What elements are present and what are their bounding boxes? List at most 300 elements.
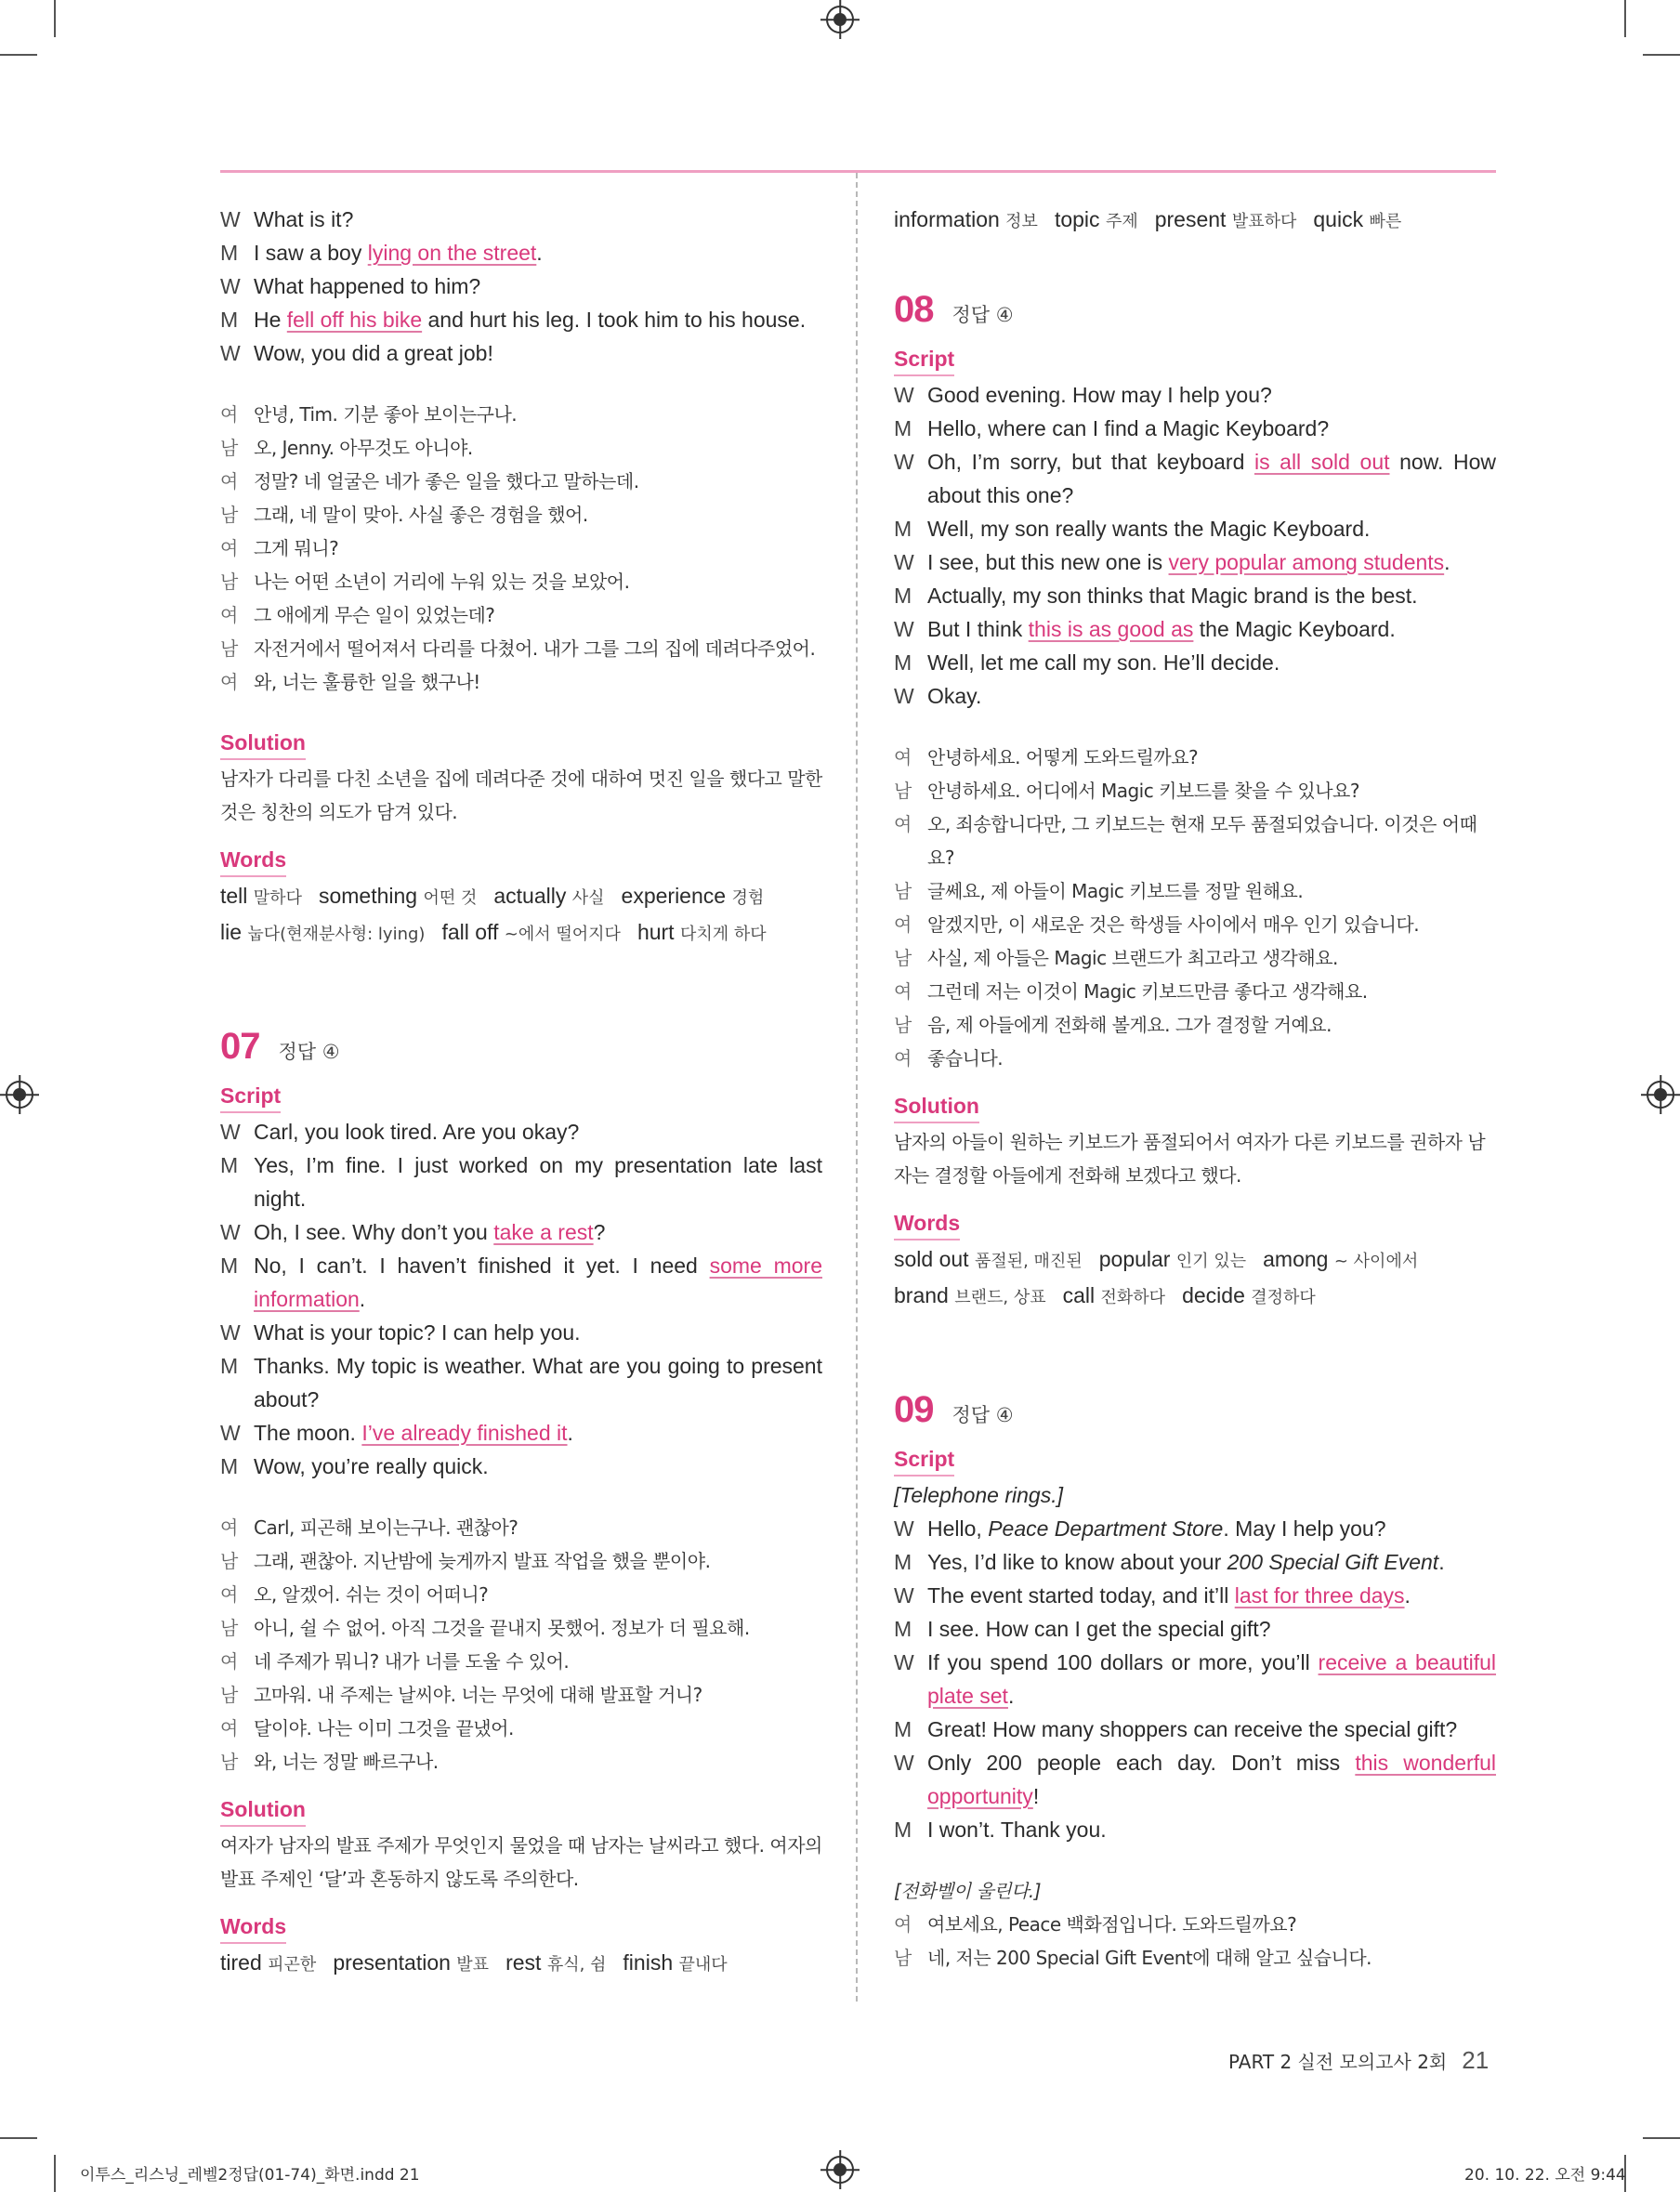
- word-en: decide: [1182, 1283, 1252, 1307]
- dialog-line-ko: [894, 1042, 1496, 1075]
- words-row: [894, 1242, 1496, 1279]
- line-text: 알겠지만, 이 새로운 것은 학생들 사이에서 매우 인기 있습니다.: [927, 913, 1420, 936]
- speaker-label: M: [894, 1617, 912, 1641]
- question-header-09: [894, 1389, 1496, 1443]
- word-en: rest: [505, 1950, 547, 1975]
- word-meaning: 끝내다: [678, 1955, 728, 1975]
- question-number: 09: [894, 1389, 934, 1430]
- text-run: Good evening. How may I help you?: [927, 383, 1272, 407]
- word-entry: [1055, 207, 1138, 231]
- speaker-label: 남: [894, 780, 912, 802]
- dialog-line: [894, 512, 1496, 545]
- dialog-line: [220, 236, 822, 269]
- dialog-ko: [220, 398, 822, 699]
- speaker-label: W: [894, 617, 914, 641]
- dialog-en: [894, 1512, 1496, 1846]
- page-number: 21: [1462, 2046, 1490, 2074]
- text-run: .: [359, 1287, 366, 1311]
- word-meaning: 주제: [1105, 212, 1138, 231]
- speaker-label: 남: [894, 947, 912, 969]
- stage-direction-ko: [전화벨이 울린다.]: [894, 1880, 1042, 1902]
- dialog-line-ko: [894, 774, 1496, 807]
- words-list: [220, 1946, 822, 1982]
- dialog-line: [894, 1813, 1496, 1846]
- speaker-label: W: [220, 207, 241, 231]
- line-text: [927, 1713, 1496, 1746]
- dialog-line: [220, 303, 822, 336]
- speaker-label: W: [220, 1421, 241, 1445]
- speaker-label: 여: [220, 671, 238, 693]
- word-entry: [1063, 1283, 1165, 1307]
- print-slug-file: 이투스_리스닝_레벨2정답(01-74)_화면.indd 21: [80, 2166, 420, 2185]
- word-meaning: ~에서 떨어지다: [504, 925, 621, 944]
- dialog-line-ko: [220, 398, 822, 431]
- text-run: .: [536, 241, 543, 265]
- word-entry: [505, 1950, 606, 1975]
- dialog-line: [220, 1349, 822, 1416]
- text-run: Yes, I’d like to know about your: [927, 1550, 1227, 1574]
- text-run: Carl, you look tired. Are you okay?: [254, 1120, 580, 1144]
- speaker-label: 여: [220, 403, 238, 426]
- word-meaning: 휴식, 쉼: [546, 1955, 607, 1975]
- line-text: [254, 203, 822, 236]
- text-run: Great! How many shoppers can receive the special gift?: [927, 1717, 1458, 1741]
- dialog-line-ko: [220, 1678, 822, 1712]
- dialog-line-ko: [894, 741, 1496, 774]
- key-phrase: lying on the street: [367, 241, 537, 265]
- word-entry: [1182, 1283, 1316, 1307]
- word-meaning: 경험: [731, 888, 765, 908]
- words-row: [220, 915, 822, 952]
- solution-text: 여자가 남자의 발표 주제가 무엇인지 물었을 때 남자는 날씨라고 했다. 여자의 발표 주제인 ‘달’과 혼동하지 않도록 주의한다.: [220, 1834, 822, 1890]
- words-heading: Words: [220, 1910, 286, 1944]
- line-text: 네 주제가 뭐니? 내가 너를 도울 수 있어.: [254, 1650, 570, 1673]
- word-entry: [220, 1950, 316, 1975]
- dialog-line-ko: [220, 565, 822, 598]
- text-run: Hello, where can I find a Magic Keyboard?: [927, 416, 1330, 440]
- dialog-line: [894, 579, 1496, 612]
- word-en: finish: [623, 1950, 679, 1975]
- dialog-line-ko: [220, 1745, 822, 1779]
- script-heading: Script: [894, 1443, 954, 1477]
- speaker-label: M: [220, 1153, 239, 1177]
- script-heading: Script: [894, 343, 954, 376]
- text-run: Oh, I see. Why don’t you: [254, 1220, 494, 1244]
- key-phrase: receive a beautiful plate set: [927, 1650, 1496, 1708]
- speaker-label: M: [894, 416, 912, 440]
- word-en: present: [1154, 207, 1232, 231]
- dialog-line-ko: [894, 807, 1496, 874]
- speaker-label: 여: [894, 913, 912, 936]
- speaker-label: W: [220, 341, 241, 365]
- answer-label: 정답 ④: [952, 304, 1014, 326]
- line-text: 그래, 네 말이 맞아. 사실 좋은 경험을 했어.: [254, 504, 588, 526]
- line-text: [254, 1215, 822, 1249]
- words-list: [894, 203, 1496, 239]
- crop-mark: [0, 2137, 37, 2139]
- key-phrase: some more information: [254, 1254, 822, 1311]
- line-text: 여보세요, Peace 백화점입니다. 도와드릴까요?: [927, 1913, 1297, 1936]
- text-run: !: [1032, 1784, 1040, 1808]
- speaker-label: W: [894, 1751, 914, 1775]
- word-en: brand: [894, 1283, 955, 1307]
- line-text: 좋습니다.: [927, 1047, 1004, 1070]
- line-text: [254, 303, 822, 336]
- speaker-label: 남: [220, 1617, 238, 1639]
- word-entry: [319, 884, 477, 908]
- column-divider: [856, 173, 858, 2002]
- speaker-label: 여: [220, 470, 238, 492]
- line-text: Carl, 피곤해 보이는구나. 괜찮아?: [254, 1516, 518, 1539]
- word-en: something: [318, 884, 424, 908]
- dialog-line-ko: [894, 1941, 1496, 1975]
- dialog-line: [894, 679, 1496, 713]
- line-text: [927, 1612, 1496, 1646]
- word-entry: [220, 920, 425, 944]
- dialog-line: [894, 1746, 1496, 1813]
- speaker-label: 여: [894, 1913, 912, 1936]
- word-entry: [894, 207, 1038, 231]
- word-entry: [1099, 1247, 1246, 1271]
- page-footer: [1228, 2046, 1489, 2075]
- crop-mark: [1643, 54, 1680, 56]
- crop-mark: [0, 54, 37, 56]
- line-text: [927, 378, 1496, 412]
- dialog-line: [220, 1115, 822, 1149]
- registration-mark-icon: [826, 2156, 854, 2184]
- word-meaning: 인기 있는: [1175, 1252, 1247, 1271]
- dialog-line: [220, 1149, 822, 1215]
- dialog-line: [220, 1316, 822, 1349]
- speaker-label: W: [220, 1220, 241, 1244]
- dialog-line-ko: [220, 1712, 822, 1745]
- speaker-label: W: [894, 450, 914, 474]
- line-text: [927, 579, 1496, 612]
- text-run: .: [1438, 1550, 1445, 1574]
- dialog-line-ko: [220, 598, 822, 632]
- text-run: Yes, I’m fine. I just worked on my presentation late last night.: [254, 1153, 822, 1211]
- text-run: I saw a boy: [254, 241, 368, 265]
- word-en: call: [1062, 1283, 1101, 1307]
- line-text: [254, 1115, 822, 1149]
- dialog-line-ko: [220, 1645, 822, 1678]
- dialog-line-ko: [894, 975, 1496, 1008]
- line-text: 사실, 제 아들은 Magic 브랜드가 최고라고 생각해요.: [927, 947, 1338, 969]
- script-heading: Script: [220, 1080, 281, 1113]
- word-en: presentation: [333, 1950, 457, 1975]
- speaker-label: W: [894, 1583, 914, 1608]
- text-run: What is your topic? I can help you.: [254, 1320, 581, 1345]
- dialog-line-ko: [220, 665, 822, 699]
- speaker-label: M: [894, 650, 912, 675]
- word-en: tell: [220, 884, 254, 908]
- dialog-line-ko: [220, 431, 822, 465]
- italic-text: 200 Special Gift Event: [1227, 1550, 1439, 1574]
- question-number: 08: [894, 289, 934, 330]
- speaker-label: M: [220, 1454, 239, 1478]
- dialog-line: [894, 1512, 1496, 1545]
- line-text: 오, Jenny. 아무것도 아니야.: [254, 437, 473, 459]
- text-run: What happened to him?: [254, 274, 481, 298]
- dialog-line: [894, 445, 1496, 512]
- key-phrase: I’ve already finished it: [361, 1421, 568, 1445]
- line-text: 그게 뭐니?: [254, 537, 339, 559]
- registration-mark-icon: [1647, 1081, 1674, 1109]
- dialog-line: [894, 1646, 1496, 1713]
- speaker-label: M: [220, 241, 239, 265]
- dialog-line: [894, 612, 1496, 646]
- words-row: [220, 879, 822, 915]
- line-text: 아니, 쉴 수 없어. 아직 그것을 끝내지 못했어. 정보가 더 필요해.: [254, 1617, 750, 1639]
- solution-heading: Solution: [894, 1090, 979, 1123]
- key-phrase: fell off his bike: [286, 308, 423, 332]
- word-meaning: 눕다(현재분사형: lying): [247, 925, 426, 944]
- dialog-line: [220, 1416, 822, 1450]
- words-row: [894, 203, 1496, 239]
- words-list: [894, 1242, 1496, 1315]
- speaker-label: M: [894, 584, 912, 608]
- speaker-label: W: [894, 1650, 914, 1674]
- line-text: [927, 1746, 1496, 1813]
- word-meaning: 피곤한: [268, 1955, 317, 1975]
- dialog-line-ko: [220, 532, 822, 565]
- word-en: tired: [220, 1950, 269, 1975]
- line-text: [927, 512, 1496, 545]
- solution-text: 남자의 아들이 원하는 키보드가 품절되어서 여자가 다른 키보드를 권하자 남자는 결정할 아들에게 전화해 보겠다고 했다.: [894, 1131, 1486, 1187]
- word-entry: [493, 884, 604, 908]
- word-meaning: 결정하다: [1251, 1288, 1316, 1307]
- speaker-label: 남: [894, 1014, 912, 1036]
- speaker-label: 여: [894, 980, 912, 1003]
- dialog-ko: [894, 1908, 1496, 1975]
- word-en: popular: [1098, 1247, 1176, 1271]
- speaker-label: 여: [894, 1047, 912, 1070]
- speaker-label: 남: [894, 1947, 912, 1969]
- line-text: 글쎄요, 제 아들이 Magic 키보드를 정말 원해요.: [927, 880, 1304, 902]
- line-text: [254, 1349, 822, 1416]
- key-phrase: this is as good as: [1028, 617, 1194, 641]
- line-text: 안녕, Tim. 기분 좋아 보이는구나.: [254, 403, 518, 426]
- right-column: [894, 203, 1496, 1975]
- word-meaning: 다치게 하다: [679, 925, 767, 944]
- text-run: ?: [593, 1220, 606, 1244]
- speaker-label: 여: [894, 813, 912, 835]
- text-run: Well, my son really wants the Magic Keyboard.: [927, 517, 1371, 541]
- line-text: 달이야. 나는 이미 그것을 끝냈어.: [254, 1717, 514, 1739]
- speaker-label: 남: [220, 504, 238, 526]
- speaker-label: W: [220, 1320, 241, 1345]
- line-text: [254, 1149, 822, 1215]
- text-run: . May I help you?: [1223, 1516, 1386, 1541]
- word-en: quick: [1313, 207, 1370, 231]
- line-text: 나는 어떤 소년이 거리에 누워 있는 것을 보았어.: [254, 571, 630, 593]
- words-row: [894, 1279, 1496, 1315]
- speaker-label: 여: [220, 604, 238, 626]
- speaker-label: 여: [220, 1717, 238, 1739]
- word-entry: [894, 1283, 1046, 1307]
- word-meaning: 발표: [456, 1955, 490, 1975]
- speaker-label: 남: [220, 637, 238, 660]
- key-phrase: last for three days: [1234, 1583, 1405, 1608]
- text-run: I see. How can I get the special gift?: [927, 1617, 1271, 1641]
- dialog-line-ko: [894, 1908, 1496, 1941]
- dialog-line: [220, 203, 822, 236]
- word-meaning: 어떤 것: [423, 888, 478, 908]
- answer-label: 정답 ④: [952, 1404, 1014, 1426]
- dialog-line: [894, 1713, 1496, 1746]
- dialog-line-ko: [220, 498, 822, 532]
- text-run: Well, let me call my son. He’ll decide.: [927, 650, 1280, 675]
- speaker-label: 남: [894, 880, 912, 902]
- word-entry: [220, 884, 302, 908]
- line-text: [927, 412, 1496, 445]
- text-run: Wow, you did a great job!: [254, 341, 493, 365]
- dialog-line-ko: [894, 908, 1496, 941]
- text-run: The moon.: [254, 1421, 362, 1445]
- speaker-label: M: [894, 517, 912, 541]
- speaker-label: M: [220, 1354, 239, 1378]
- word-en: information: [894, 207, 1006, 231]
- speaker-label: W: [220, 274, 241, 298]
- word-entry: [1263, 1247, 1418, 1271]
- speaker-label: M: [894, 1550, 912, 1574]
- key-phrase: take a rest: [493, 1220, 594, 1244]
- line-text: [254, 1416, 822, 1450]
- text-run: No, I can’t. I haven’t finished it yet. I need: [254, 1254, 710, 1278]
- words-row: [220, 1946, 822, 1982]
- text-run: and hurt his leg. I took him to his house.: [422, 308, 807, 332]
- text-run: Hello,: [927, 1516, 989, 1541]
- line-text: [254, 1316, 822, 1349]
- line-text: [254, 336, 822, 370]
- text-run: What is it?: [254, 207, 354, 231]
- text-run: .: [1007, 1684, 1015, 1708]
- crop-mark: [54, 2155, 56, 2192]
- line-text: [927, 646, 1496, 679]
- line-text: [927, 1813, 1496, 1846]
- italic-text: Peace Department Store: [988, 1516, 1224, 1541]
- line-text: 자전거에서 떨어져서 다리를 다쳤어. 내가 그를 그의 집에 데려다주었어.: [254, 637, 816, 660]
- text-run: .: [567, 1421, 573, 1445]
- words-heading: Words: [220, 844, 286, 877]
- speaker-label: M: [220, 308, 239, 332]
- word-meaning: 사실: [571, 888, 605, 908]
- text-run: I see, but this new one is: [927, 550, 1169, 574]
- solution-heading: Solution: [220, 1793, 306, 1827]
- dialog-line: [220, 1249, 822, 1316]
- line-text: 음, 제 아들에게 전화해 볼게요. 그가 결정할 거예요.: [927, 1014, 1332, 1036]
- word-entry: [622, 884, 765, 908]
- dialog-line-ko: [894, 874, 1496, 908]
- text-run: He: [254, 308, 287, 332]
- line-text: 정말? 네 얼굴은 네가 좋은 일을 했다고 말하는데.: [254, 470, 639, 492]
- line-text: 오, 죄송합니다만, 그 키보드는 현재 모두 품절되었습니다. 이것은 어때요?: [927, 813, 1477, 869]
- registration-mark-icon: [6, 1081, 33, 1109]
- print-slug-date: 20. 10. 22. 오전 9:44: [1464, 2166, 1626, 2185]
- speaker-label: 남: [220, 1550, 238, 1572]
- text-run: I won’t. Thank you.: [927, 1818, 1107, 1842]
- line-text: 오, 알겠어. 쉬는 것이 어떠니?: [254, 1583, 489, 1606]
- dialog-line-ko: [220, 465, 822, 498]
- line-text: 그런데 저는 이것이 Magic 키보드만큼 좋다고 생각해요.: [927, 980, 1368, 1003]
- dialog-ko: [894, 741, 1496, 1075]
- left-column: [220, 203, 822, 1982]
- speaker-label: M: [894, 1818, 912, 1842]
- line-text: 와, 너는 훌륭한 일을 했구나!: [254, 671, 480, 693]
- dialog-en: [220, 203, 822, 370]
- question-header-07: [220, 1026, 822, 1080]
- word-en: sold out: [894, 1247, 975, 1271]
- word-meaning: 브랜드, 상표: [954, 1288, 1046, 1307]
- line-text: [927, 1646, 1496, 1713]
- line-text: [927, 1579, 1496, 1612]
- text-run: Wow, you’re really quick.: [254, 1454, 489, 1478]
- word-entry: [441, 920, 620, 944]
- solution-heading: Solution: [220, 727, 306, 760]
- registration-mark-icon: [826, 6, 854, 33]
- dialog-line-ko: [220, 632, 822, 665]
- question-number: 07: [220, 1026, 260, 1067]
- words-list: [220, 879, 822, 952]
- word-meaning: 빠른: [1369, 212, 1402, 231]
- dialog-ko: [220, 1511, 822, 1779]
- crop-mark: [1624, 0, 1626, 37]
- speaker-label: 여: [220, 1583, 238, 1606]
- line-text: [254, 269, 822, 303]
- word-entry: [623, 1950, 727, 1975]
- dialog-line: [220, 269, 822, 303]
- dialog-line: [220, 1215, 822, 1249]
- word-entry: [1313, 207, 1401, 231]
- text-run: If you spend 100 dollars or more, you’ll: [927, 1650, 1319, 1674]
- dialog-line: [220, 1450, 822, 1483]
- word-en: hurt: [637, 920, 680, 944]
- key-phrase: this wonderful opportunity: [927, 1751, 1496, 1808]
- text-run: Oh, I’m sorry, but that keyboard: [927, 450, 1254, 474]
- dialog-line-ko: [894, 941, 1496, 975]
- speaker-label: M: [220, 1254, 239, 1278]
- word-entry: [637, 920, 767, 944]
- speaker-label: 남: [220, 1751, 238, 1773]
- text-run: .: [1444, 550, 1450, 574]
- word-meaning: ~ 사이에서: [1333, 1252, 1419, 1271]
- word-entry: [894, 1247, 1083, 1271]
- dialog-line-ko: [894, 1008, 1496, 1042]
- text-run: Actually, my son thinks that Magic brand is the best.: [927, 584, 1418, 608]
- word-en: experience: [621, 884, 732, 908]
- speaker-label: 남: [220, 437, 238, 459]
- header-rule: [220, 170, 1496, 173]
- speaker-label: W: [894, 550, 914, 574]
- dialog-line: [894, 1579, 1496, 1612]
- line-text: [927, 679, 1496, 713]
- speaker-label: W: [894, 383, 914, 407]
- speaker-label: 여: [894, 746, 912, 768]
- word-entry: [1155, 207, 1297, 231]
- dialog-line: [894, 412, 1496, 445]
- line-text: [254, 1249, 822, 1316]
- text-run: now. How about this one?: [927, 450, 1496, 507]
- speaker-label: W: [894, 1516, 914, 1541]
- crop-mark: [1643, 2137, 1680, 2139]
- text-run: the Magic Keyboard.: [1193, 617, 1396, 641]
- word-en: among: [1263, 1247, 1334, 1271]
- word-meaning: 전화하다: [1100, 1288, 1166, 1307]
- speaker-label: 남: [220, 571, 238, 593]
- word-meaning: 말하다: [253, 888, 302, 908]
- line-text: [927, 1545, 1496, 1579]
- line-text: [927, 612, 1496, 646]
